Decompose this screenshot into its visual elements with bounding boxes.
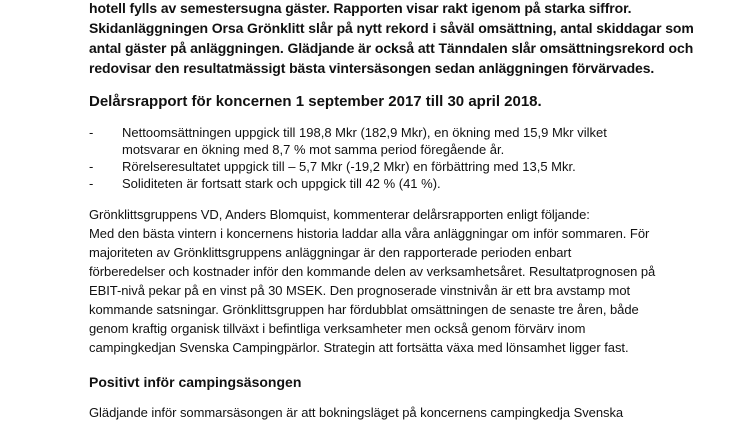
report-heading: Delårsrapport för koncernen 1 september 2017 till 30 april 2018. xyxy=(89,93,542,110)
intro-line: Skidanläggningen Orsa Grönklitt slår på nytt rekord i såväl omsättning, antal skiddagar som xyxy=(89,20,694,36)
paragraph-line: Med den bästa vintern i koncernens historia laddar alla våra anläggningar om inför sommaren. För xyxy=(89,226,650,241)
paragraph-line: campingkedjan Svenska Campingpärlor. Strategin att fortsätta växa med lönsamhet ligger fast. xyxy=(89,340,629,355)
bullet-marker: - xyxy=(89,125,94,140)
camping-heading: Positivt inför campingsäsongen xyxy=(89,374,302,390)
paragraph-line: genom kraftig organisk tillväxt i befintliga verksamheter men också genom förvärv inom xyxy=(89,321,586,336)
intro-line: hotell fylls av semestersugna gäster. Rapporten visar rakt igenom på starka siffror. xyxy=(89,0,632,16)
bullet-marker: - xyxy=(89,159,94,174)
intro-line: redovisar den resultatmässigt bästa vintersäsongen sedan anläggningen förvärvades. xyxy=(89,60,655,76)
paragraph-line: kommande satsningar. Grönklittsgruppen har fördubblat omsättningen de senaste tre åren, både xyxy=(89,302,639,317)
bullet-text: Nettoomsättningen uppgick till 198,8 Mkr (182,9 Mkr), en ökning med 15,9 Mkr vilket xyxy=(122,125,607,140)
bullet-marker: - xyxy=(89,176,94,191)
paragraph-line: Grönklittsgruppens VD, Anders Blomquist, kommenterar delårsrapporten enligt följande: xyxy=(89,207,590,222)
bullet-text: Rörelseresultatet uppgick till – 5,7 Mkr (-19,2 Mkr) en förbättring med 13,5 Mkr. xyxy=(122,159,576,174)
paragraph-line: Glädjande inför sommarsäsongen är att bokningsläget på koncernens campingkedja Svenska xyxy=(89,405,624,420)
paragraph-line: EBIT-nivå pekar på en vinst på 30 MSEK. Den prognoserade vinstnivån är ett bra avstamp mot xyxy=(89,283,631,298)
intro-line: antal gäster på anläggningen. Glädjande är också att Tänndalen slår omsättningsrekord och xyxy=(89,40,694,56)
bullet-text-continued: motsvarar en ökning med 8,7 % mot samma period föregående år. xyxy=(122,142,505,157)
paragraph-line: förberedelser och kostnader inför den kommande delen av verksamhetsåret. Resultatprognosen på xyxy=(89,264,656,279)
bullet-text: Soliditeten är fortsatt stark och uppgick till 42 % (41 %). xyxy=(122,176,441,191)
paragraph-line: majoriteten av Grönklittsgruppens anläggningar är den rapporterade perioden enbart xyxy=(89,245,572,260)
